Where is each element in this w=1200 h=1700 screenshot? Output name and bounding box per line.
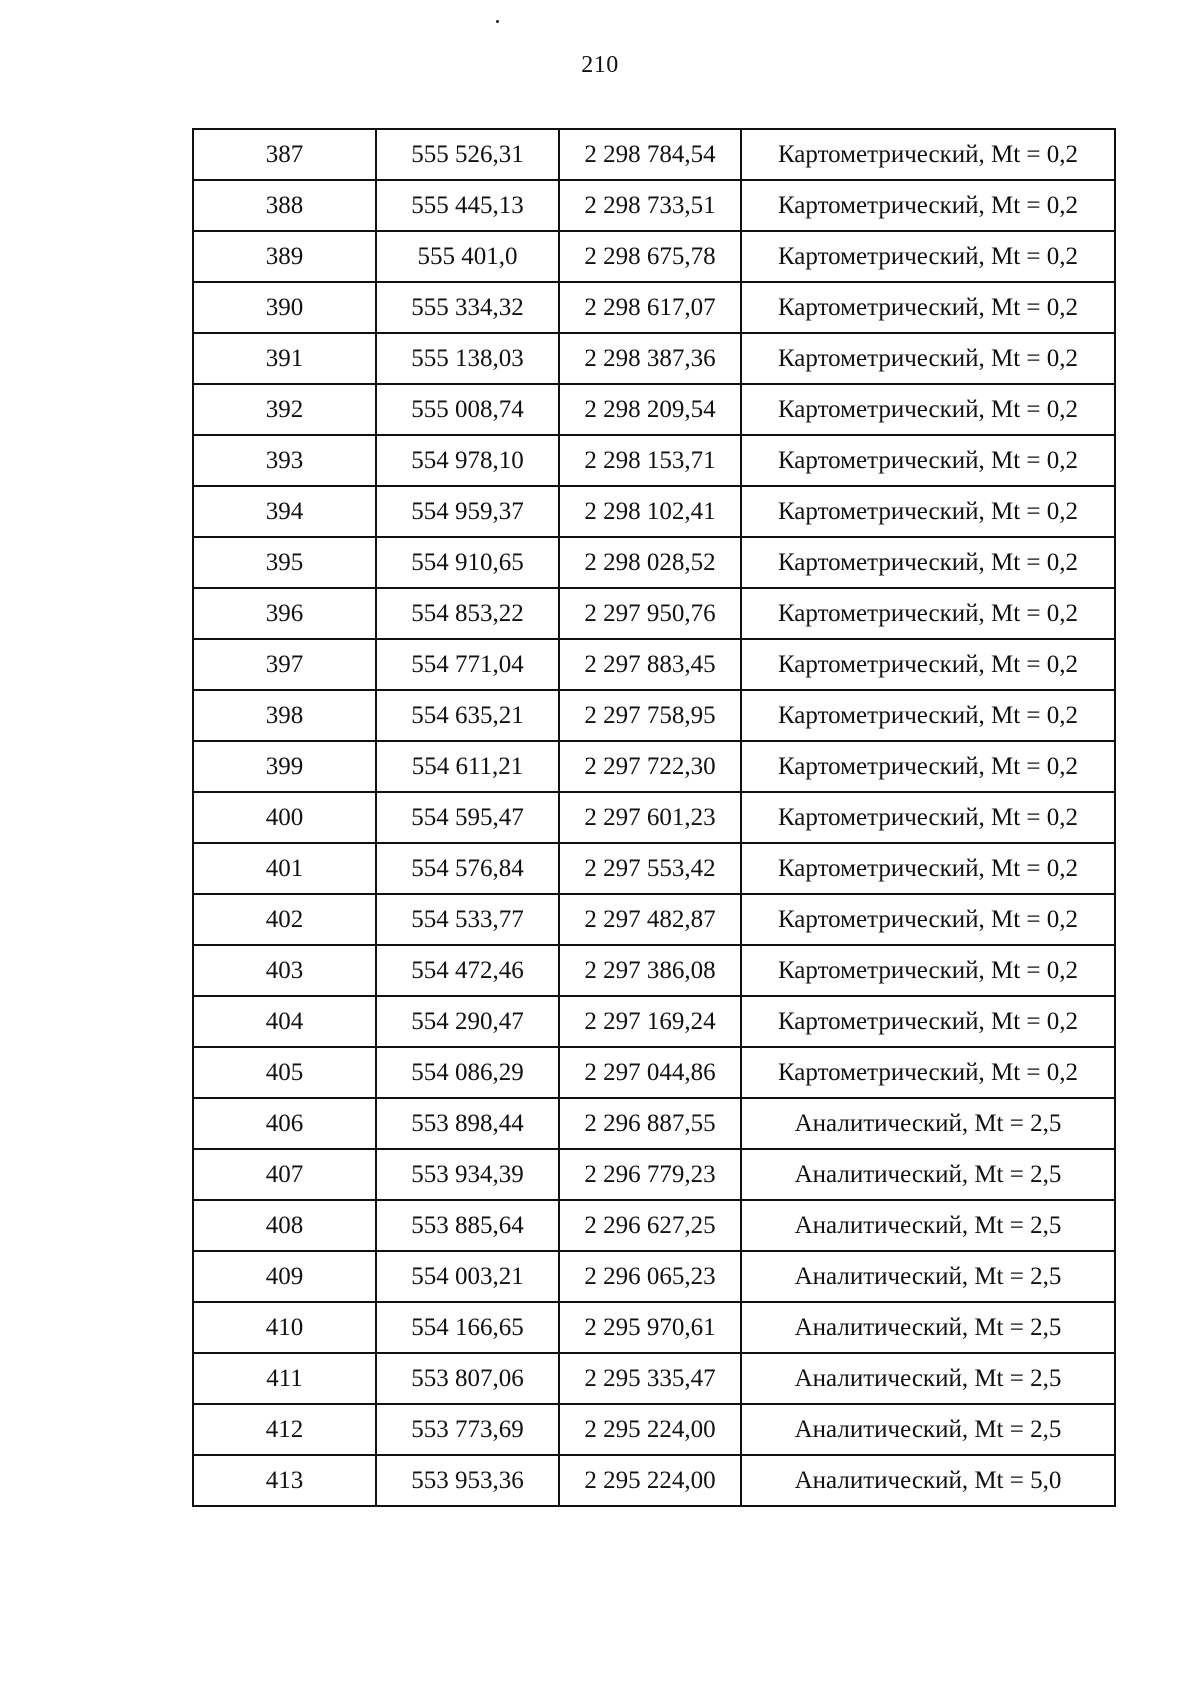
point-number-cell: 402 [193, 894, 376, 945]
y-coordinate-cell: 2 295 970,61 [559, 1302, 741, 1353]
y-coordinate-cell: 2 297 883,45 [559, 639, 741, 690]
method-cell: Картометрический, Mt = 0,2 [741, 690, 1115, 741]
x-coordinate-cell: 554 910,65 [376, 537, 559, 588]
point-number-cell: 391 [193, 333, 376, 384]
point-number-cell: 388 [193, 180, 376, 231]
x-coordinate-cell: 554 978,10 [376, 435, 559, 486]
x-coordinate-cell: 553 807,06 [376, 1353, 559, 1404]
table-row [193, 639, 1115, 690]
x-coordinate-cell: 554 533,77 [376, 894, 559, 945]
x-coordinate-cell: 555 138,03 [376, 333, 559, 384]
method-cell: Аналитический, Mt = 2,5 [741, 1353, 1115, 1404]
y-coordinate-cell: 2 297 722,30 [559, 741, 741, 792]
x-coordinate-cell: 554 771,04 [376, 639, 559, 690]
table-row [193, 1302, 1115, 1353]
method-cell: Картометрический, Mt = 0,2 [741, 588, 1115, 639]
point-number-cell: 404 [193, 996, 376, 1047]
x-coordinate-cell: 553 773,69 [376, 1404, 559, 1455]
method-cell: Картометрический, Mt = 0,2 [741, 435, 1115, 486]
method-cell: Картометрический, Mt = 0,2 [741, 129, 1115, 180]
method-cell: Картометрический, Mt = 0,2 [741, 282, 1115, 333]
scan-speck [496, 20, 499, 23]
y-coordinate-cell: 2 295 335,47 [559, 1353, 741, 1404]
y-coordinate-cell: 2 295 224,00 [559, 1404, 741, 1455]
table-row [193, 792, 1115, 843]
method-cell: Картометрический, Mt = 0,2 [741, 945, 1115, 996]
method-cell: Картометрический, Mt = 0,2 [741, 486, 1115, 537]
y-coordinate-cell: 2 298 617,07 [559, 282, 741, 333]
table-row [193, 690, 1115, 741]
point-number-cell: 398 [193, 690, 376, 741]
table-row [193, 486, 1115, 537]
y-coordinate-cell: 2 298 387,36 [559, 333, 741, 384]
table-row [193, 1353, 1115, 1404]
point-number-cell: 395 [193, 537, 376, 588]
x-coordinate-cell: 555 008,74 [376, 384, 559, 435]
y-coordinate-cell: 2 298 784,54 [559, 129, 741, 180]
y-coordinate-cell: 2 298 028,52 [559, 537, 741, 588]
table-row [193, 1098, 1115, 1149]
point-number-cell: 400 [193, 792, 376, 843]
x-coordinate-cell: 554 635,21 [376, 690, 559, 741]
point-number-cell: 409 [193, 1251, 376, 1302]
point-number-cell: 408 [193, 1200, 376, 1251]
table-row [193, 1047, 1115, 1098]
point-number-cell: 413 [193, 1455, 376, 1506]
method-cell: Аналитический, Mt = 2,5 [741, 1404, 1115, 1455]
table-row [193, 894, 1115, 945]
x-coordinate-cell: 553 898,44 [376, 1098, 559, 1149]
y-coordinate-cell: 2 297 169,24 [559, 996, 741, 1047]
point-number-cell: 396 [193, 588, 376, 639]
method-cell: Картометрический, Mt = 0,2 [741, 894, 1115, 945]
y-coordinate-cell: 2 298 102,41 [559, 486, 741, 537]
x-coordinate-cell: 553 953,36 [376, 1455, 559, 1506]
method-cell: Картометрический, Mt = 0,2 [741, 180, 1115, 231]
method-cell: Картометрический, Mt = 0,2 [741, 639, 1115, 690]
method-cell: Картометрический, Mt = 0,2 [741, 333, 1115, 384]
y-coordinate-cell: 2 297 950,76 [559, 588, 741, 639]
method-cell: Картометрический, Mt = 0,2 [741, 792, 1115, 843]
table-row [193, 435, 1115, 486]
point-number-cell: 392 [193, 384, 376, 435]
table-row [193, 333, 1115, 384]
method-cell: Картометрический, Mt = 0,2 [741, 537, 1115, 588]
y-coordinate-cell: 2 296 887,55 [559, 1098, 741, 1149]
y-coordinate-cell: 2 298 675,78 [559, 231, 741, 282]
method-cell: Аналитический, Mt = 2,5 [741, 1149, 1115, 1200]
point-number-cell: 401 [193, 843, 376, 894]
table-row [193, 1251, 1115, 1302]
x-coordinate-cell: 555 526,31 [376, 129, 559, 180]
point-number-cell: 407 [193, 1149, 376, 1200]
x-coordinate-cell: 554 853,22 [376, 588, 559, 639]
x-coordinate-cell: 553 934,39 [376, 1149, 559, 1200]
y-coordinate-cell: 2 297 386,08 [559, 945, 741, 996]
y-coordinate-cell: 2 295 224,00 [559, 1455, 741, 1506]
y-coordinate-cell: 2 297 044,86 [559, 1047, 741, 1098]
table-row [193, 1200, 1115, 1251]
table-row [193, 537, 1115, 588]
method-cell: Аналитический, Mt = 5,0 [741, 1455, 1115, 1506]
table-row [193, 996, 1115, 1047]
method-cell: Аналитический, Mt = 2,5 [741, 1302, 1115, 1353]
table-body [193, 129, 1115, 1506]
coordinates-table [192, 128, 1116, 1507]
point-number-cell: 412 [193, 1404, 376, 1455]
method-cell: Картометрический, Mt = 0,2 [741, 384, 1115, 435]
x-coordinate-cell: 555 401,0 [376, 231, 559, 282]
x-coordinate-cell: 554 086,29 [376, 1047, 559, 1098]
x-coordinate-cell: 554 166,65 [376, 1302, 559, 1353]
y-coordinate-cell: 2 297 758,95 [559, 690, 741, 741]
point-number-cell: 387 [193, 129, 376, 180]
x-coordinate-cell: 554 576,84 [376, 843, 559, 894]
y-coordinate-cell: 2 298 733,51 [559, 180, 741, 231]
y-coordinate-cell: 2 298 209,54 [559, 384, 741, 435]
point-number-cell: 405 [193, 1047, 376, 1098]
table-row [193, 282, 1115, 333]
x-coordinate-cell: 555 445,13 [376, 180, 559, 231]
table-row [193, 231, 1115, 282]
table-row [193, 588, 1115, 639]
table-row [193, 1404, 1115, 1455]
point-number-cell: 399 [193, 741, 376, 792]
page-number: 210 [581, 52, 619, 78]
method-cell: Картометрический, Mt = 0,2 [741, 1047, 1115, 1098]
table-row [193, 741, 1115, 792]
y-coordinate-cell: 2 297 553,42 [559, 843, 741, 894]
table-row [193, 1455, 1115, 1506]
y-coordinate-cell: 2 296 779,23 [559, 1149, 741, 1200]
x-coordinate-cell: 554 472,46 [376, 945, 559, 996]
y-coordinate-cell: 2 297 601,23 [559, 792, 741, 843]
table-row [193, 843, 1115, 894]
method-cell: Аналитический, Mt = 2,5 [741, 1098, 1115, 1149]
x-coordinate-cell: 555 334,32 [376, 282, 559, 333]
y-coordinate-cell: 2 297 482,87 [559, 894, 741, 945]
method-cell: Картометрический, Mt = 0,2 [741, 741, 1115, 792]
y-coordinate-cell: 2 296 627,25 [559, 1200, 741, 1251]
y-coordinate-cell: 2 296 065,23 [559, 1251, 741, 1302]
x-coordinate-cell: 554 003,21 [376, 1251, 559, 1302]
table-row [193, 180, 1115, 231]
x-coordinate-cell: 554 595,47 [376, 792, 559, 843]
point-number-cell: 410 [193, 1302, 376, 1353]
table-row [193, 945, 1115, 996]
method-cell: Картометрический, Mt = 0,2 [741, 843, 1115, 894]
method-cell: Картометрический, Mt = 0,2 [741, 996, 1115, 1047]
point-number-cell: 394 [193, 486, 376, 537]
point-number-cell: 389 [193, 231, 376, 282]
point-number-cell: 390 [193, 282, 376, 333]
x-coordinate-cell: 554 959,37 [376, 486, 559, 537]
point-number-cell: 403 [193, 945, 376, 996]
method-cell: Аналитический, Mt = 2,5 [741, 1251, 1115, 1302]
method-cell: Картометрический, Mt = 0,2 [741, 231, 1115, 282]
x-coordinate-cell: 553 885,64 [376, 1200, 559, 1251]
point-number-cell: 393 [193, 435, 376, 486]
point-number-cell: 406 [193, 1098, 376, 1149]
point-number-cell: 411 [193, 1353, 376, 1404]
y-coordinate-cell: 2 298 153,71 [559, 435, 741, 486]
table-row [193, 129, 1115, 180]
point-number-cell: 397 [193, 639, 376, 690]
x-coordinate-cell: 554 611,21 [376, 741, 559, 792]
table-row [193, 1149, 1115, 1200]
method-cell: Аналитический, Mt = 2,5 [741, 1200, 1115, 1251]
table-row [193, 384, 1115, 435]
x-coordinate-cell: 554 290,47 [376, 996, 559, 1047]
